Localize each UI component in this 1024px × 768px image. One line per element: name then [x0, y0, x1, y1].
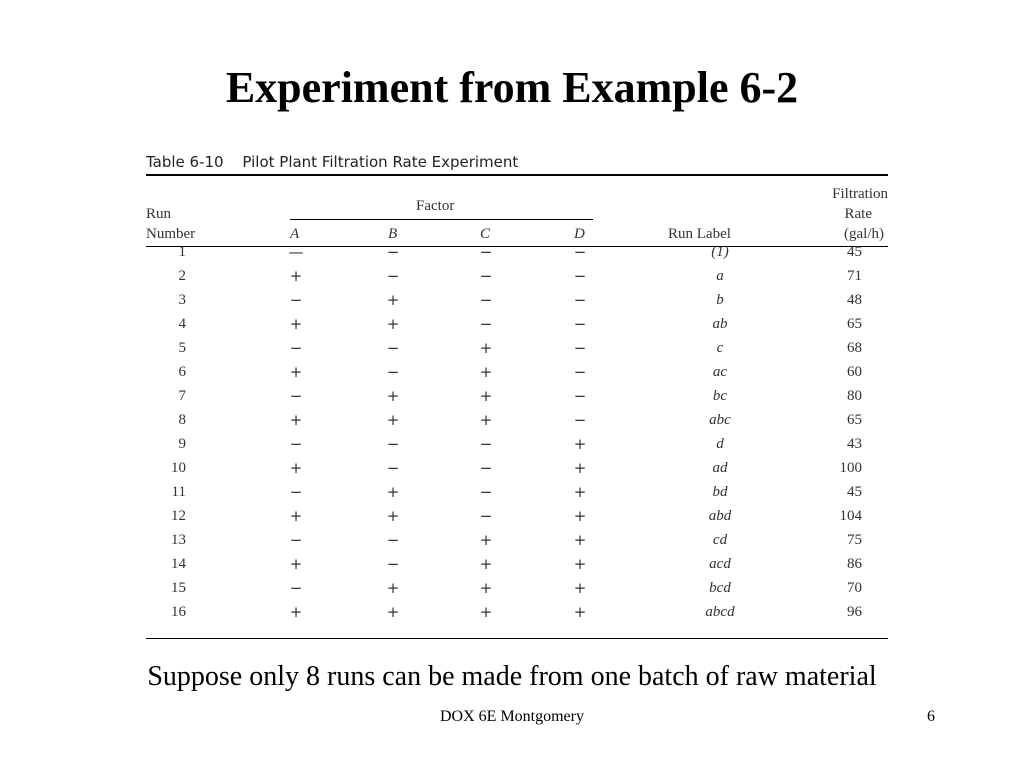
- table-caption-number: Table 6-10: [146, 153, 224, 171]
- header-run-line1: Run: [146, 206, 172, 222]
- run-label: d: [716, 436, 724, 452]
- factor-b: +: [386, 411, 400, 429]
- factor-d: +: [573, 483, 587, 501]
- filtration-rate: 68: [847, 340, 862, 356]
- run-number: 5: [178, 340, 186, 356]
- filtration-rate: 96: [847, 604, 862, 620]
- factor-c: +: [479, 387, 493, 405]
- factor-c: +: [479, 531, 493, 549]
- header-rate-line3: (gal/h): [844, 226, 884, 242]
- run-label: bcd: [709, 580, 731, 596]
- run-label: cd: [712, 532, 728, 548]
- factor-a: −: [289, 531, 303, 549]
- factor-c: −: [479, 315, 493, 333]
- page-number: 6: [927, 708, 935, 725]
- slide-note: Suppose only 8 runs can be made from one batch of raw material: [147, 661, 877, 692]
- run-number: 1: [178, 244, 186, 260]
- run-number: 12: [171, 508, 186, 524]
- factor-b: −: [386, 435, 400, 453]
- factor-a: +: [289, 507, 303, 525]
- filtration-rate: 104: [839, 508, 862, 524]
- slide-footer: DOX 6E Montgomery: [440, 708, 584, 725]
- run-number: 7: [178, 388, 186, 404]
- factor-b: +: [386, 507, 400, 525]
- factor-c: −: [479, 291, 493, 309]
- run-label: c: [716, 340, 724, 356]
- factor-a: +: [289, 459, 303, 477]
- run-label: abc: [709, 412, 731, 428]
- run-number: 8: [178, 412, 186, 428]
- factor-d: +: [573, 579, 587, 597]
- factor-b: +: [386, 579, 400, 597]
- factor-c: −: [479, 507, 493, 525]
- factor-c: −: [479, 267, 493, 285]
- run-number: 15: [171, 580, 186, 596]
- factor-c: +: [479, 603, 493, 621]
- factor-a: +: [289, 267, 303, 285]
- header-factor-d: D: [574, 226, 585, 242]
- run-number: 4: [178, 316, 186, 332]
- header-factor-b: B: [388, 226, 398, 242]
- header-run-label: Run Label: [668, 226, 731, 242]
- filtration-rate: 48: [847, 292, 862, 308]
- factor-b: +: [386, 315, 400, 333]
- run-number: 2: [178, 268, 186, 284]
- factor-a: −: [289, 579, 303, 597]
- run-label: ab: [712, 316, 728, 332]
- factor-b: +: [386, 483, 400, 501]
- factor-b: −: [386, 243, 400, 261]
- factor-b: −: [386, 339, 400, 357]
- factor-a: +: [289, 363, 303, 381]
- factor-a: −: [289, 339, 303, 357]
- run-number: 9: [178, 436, 186, 452]
- header-run-line2: Number: [146, 226, 196, 242]
- header-bottom-rule: [146, 246, 888, 247]
- factor-b: +: [386, 291, 400, 309]
- factor-d: −: [573, 291, 587, 309]
- run-label: ac: [712, 364, 728, 380]
- factor-d: −: [573, 411, 587, 429]
- factor-d: +: [573, 507, 587, 525]
- factor-a: —: [288, 243, 304, 261]
- factor-underline: [290, 219, 593, 220]
- table-bottom-rule: [146, 638, 888, 639]
- factor-a: −: [289, 435, 303, 453]
- factor-d: −: [573, 267, 587, 285]
- run-label: abcd: [705, 604, 735, 620]
- factor-b: −: [386, 531, 400, 549]
- factor-c: −: [479, 435, 493, 453]
- run-number: 6: [178, 364, 186, 380]
- factor-c: −: [479, 243, 493, 261]
- run-label: acd: [709, 556, 731, 572]
- factor-d: −: [573, 339, 587, 357]
- factor-a: +: [289, 315, 303, 333]
- run-label: (1): [711, 244, 729, 260]
- header-factor: Factor: [416, 198, 455, 214]
- factor-b: −: [386, 555, 400, 573]
- filtration-rate: 43: [847, 436, 862, 452]
- factor-d: +: [573, 435, 587, 453]
- run-label: a: [716, 268, 724, 284]
- factor-c: +: [479, 411, 493, 429]
- run-label: abd: [708, 508, 732, 524]
- table-caption: [146, 150, 888, 174]
- filtration-rate: 65: [847, 316, 862, 332]
- factor-a: +: [289, 603, 303, 621]
- factor-d: +: [573, 459, 587, 477]
- factor-c: +: [479, 339, 493, 357]
- factor-d: +: [573, 603, 587, 621]
- run-number: 3: [178, 292, 186, 308]
- factor-d: −: [573, 363, 587, 381]
- run-label: ad: [712, 460, 728, 476]
- factor-a: −: [289, 291, 303, 309]
- filtration-rate: 60: [847, 364, 862, 380]
- factor-d: −: [573, 315, 587, 333]
- run-label: b: [716, 292, 724, 308]
- filtration-rate: 45: [847, 484, 862, 500]
- factor-b: −: [386, 363, 400, 381]
- header-rate-line1: Filtration: [832, 186, 888, 202]
- factor-c: +: [479, 363, 493, 381]
- factor-b: +: [386, 603, 400, 621]
- run-number: 13: [171, 532, 186, 548]
- factor-a: −: [289, 387, 303, 405]
- filtration-rate: 100: [839, 460, 862, 476]
- filtration-rate: 86: [847, 556, 862, 572]
- filtration-rate: 80: [847, 388, 862, 404]
- run-number: 16: [171, 604, 186, 620]
- factor-b: −: [386, 459, 400, 477]
- factor-d: −: [573, 387, 587, 405]
- header-factor-a: A: [290, 226, 300, 242]
- factor-b: +: [386, 387, 400, 405]
- factor-c: −: [479, 459, 493, 477]
- filtration-rate: 70: [847, 580, 862, 596]
- filtration-rate: 75: [847, 532, 862, 548]
- factor-c: +: [479, 555, 493, 573]
- header-factor-c: C: [480, 226, 491, 242]
- factor-a: +: [289, 555, 303, 573]
- factor-c: −: [479, 483, 493, 501]
- run-label: bd: [712, 484, 728, 500]
- header-rate-line2: Rate: [844, 206, 872, 222]
- filtration-table: [146, 150, 888, 621]
- run-number: 10: [171, 460, 186, 476]
- factor-b: −: [386, 267, 400, 285]
- run-number: 11: [171, 484, 186, 500]
- factor-d: +: [573, 555, 587, 573]
- slide-title: Experiment from Example 6-2: [225, 63, 799, 112]
- run-label: bc: [712, 388, 728, 404]
- filtration-rate: 65: [847, 412, 862, 428]
- factor-a: −: [289, 483, 303, 501]
- filtration-rate: 71: [847, 268, 862, 284]
- table-caption-title: Pilot Plant Filtration Rate Experiment: [242, 153, 519, 171]
- factor-a: +: [289, 411, 303, 429]
- filtration-rate: 45: [847, 244, 862, 260]
- run-number: 14: [171, 556, 186, 572]
- factor-d: +: [573, 531, 587, 549]
- factor-d: −: [573, 243, 587, 261]
- table-top-rule: [146, 174, 888, 176]
- factor-c: +: [479, 579, 493, 597]
